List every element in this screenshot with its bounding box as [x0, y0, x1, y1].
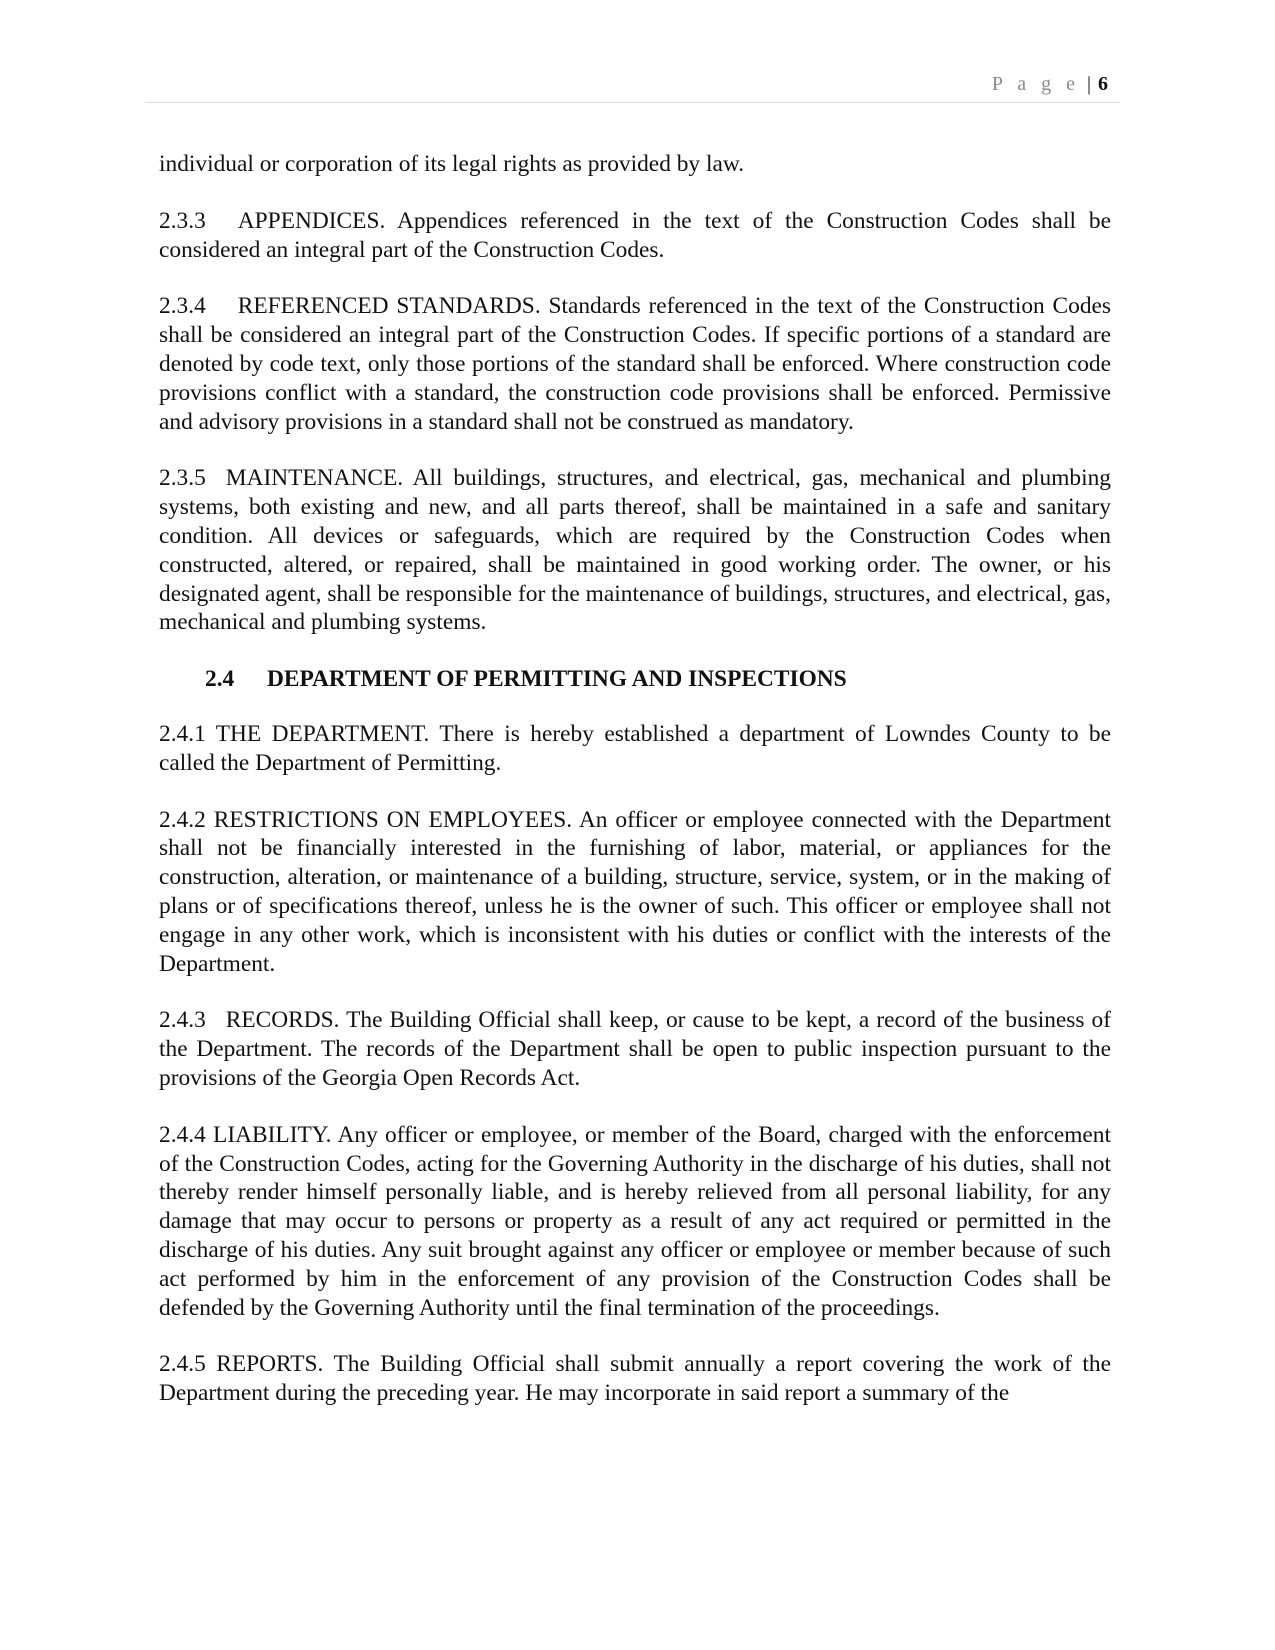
section-2-4-5: 2.4.5 REPORTS. The Building Official shall submit annually a report covering the work of the Department during the preceding year. He may incorporate in said report a summary of the: [159, 1351, 1111, 1407]
section-2-4-3: [159, 1006, 1111, 1092]
page-header: [145, 72, 1120, 103]
heading-number: 2.4: [205, 666, 235, 693]
section-2-4-4: 2.4.4 LIABILITY. Any officer or employee, or member of the Board, charged with the enforcement of the Construction Codes, acting for the Governing Authority in the discharge of his duties, shall not thereby render himself personally liable, and is hereby relieved from all personal liability, for any damage that may occur to persons or property as a result of any act required or permitted in the discharge of his duties. Any suit brought against any officer or employee or member because of such act performed by him in the enforcement of any provision of the Construction Codes shall be defended by the Governing Authority until the final termination of the proceedings.: [159, 1121, 1111, 1321]
section-2-4-1: 2.4.1 THE DEPARTMENT. There is hereby established a department of Lowndes County to be called the Department of Permitting.: [159, 720, 1111, 776]
section-text: APPENDICES. Appendices referenced in the text of the Construction Codes shall be considered an integral part of the Construction Codes.: [159, 207, 1111, 263]
section-2-4-2: 2.4.2 RESTRICTIONS ON EMPLOYEES. An officer or employee connected with the Department shall not be financially interested in the furnishing of labor, material, or appliances for the construction, alteration, or maintenance of a building, structure, service, system, or in the making of plans or of specifications thereof, unless he is the owner of such. This officer or employee shall not engage in any other work, which is inconsistent with his duties or conflict with the interests of the Department.: [159, 806, 1111, 977]
section-2-3-4: [159, 292, 1111, 436]
section-2-3-3: [159, 207, 1111, 265]
document-body: [159, 150, 1111, 1436]
section-number: 2.3.5: [159, 465, 206, 492]
paragraph-continuation: individual or corporation of its legal rights as provided by law.: [159, 151, 745, 177]
section-text: REFERENCED STANDARDS. Standards referenced in the text of the Construction Codes shall be considered an integral part of the Construction Codes. If specific portions of a standard are denoted by code text, only those portions of the standard shall be enforced. Where construction code provisions conflict with a standard, the construction code provisions shall be enforced. Permissive and advisory provisions in a standard shall not be construed as mandatory.: [159, 293, 1111, 435]
section-number: 2.3.3: [159, 207, 206, 234]
page-number-label: [992, 74, 1108, 94]
page-word: P a g e: [991, 73, 1080, 95]
heading-title: DEPARTMENT OF PERMITTING AND INSPECTIONS: [267, 666, 847, 693]
section-text: RECORDS. The Building Official shall keep, or cause to be kept, a record of the business of the Department. The records of the Department shall be open to public inspection pursuant to the provisions of the Georgia Open Records Act.: [159, 1007, 1111, 1091]
section-heading-2-4: [205, 665, 1111, 694]
page-separator: |: [1086, 73, 1091, 95]
section-number: 2.3.4: [159, 293, 206, 320]
section-2-3-5: [159, 464, 1111, 637]
page-number: 6: [1098, 73, 1108, 95]
section-number: 2.4.3: [159, 1007, 206, 1034]
section-text: MAINTENANCE. All buildings, structures, and electrical, gas, mechanical and plumbing systems, both existing and new, and all parts thereof, shall be maintained in a safe and sanitary condition. All devices or safeguards, which are required by the Construction Codes when constructed, altered, or repaired, shall be maintained in good working order. The owner, or his designated agent, shall be responsible for the maintenance of buildings, structures, and electrical, gas, mechanical and plumbing systems.: [159, 465, 1111, 636]
